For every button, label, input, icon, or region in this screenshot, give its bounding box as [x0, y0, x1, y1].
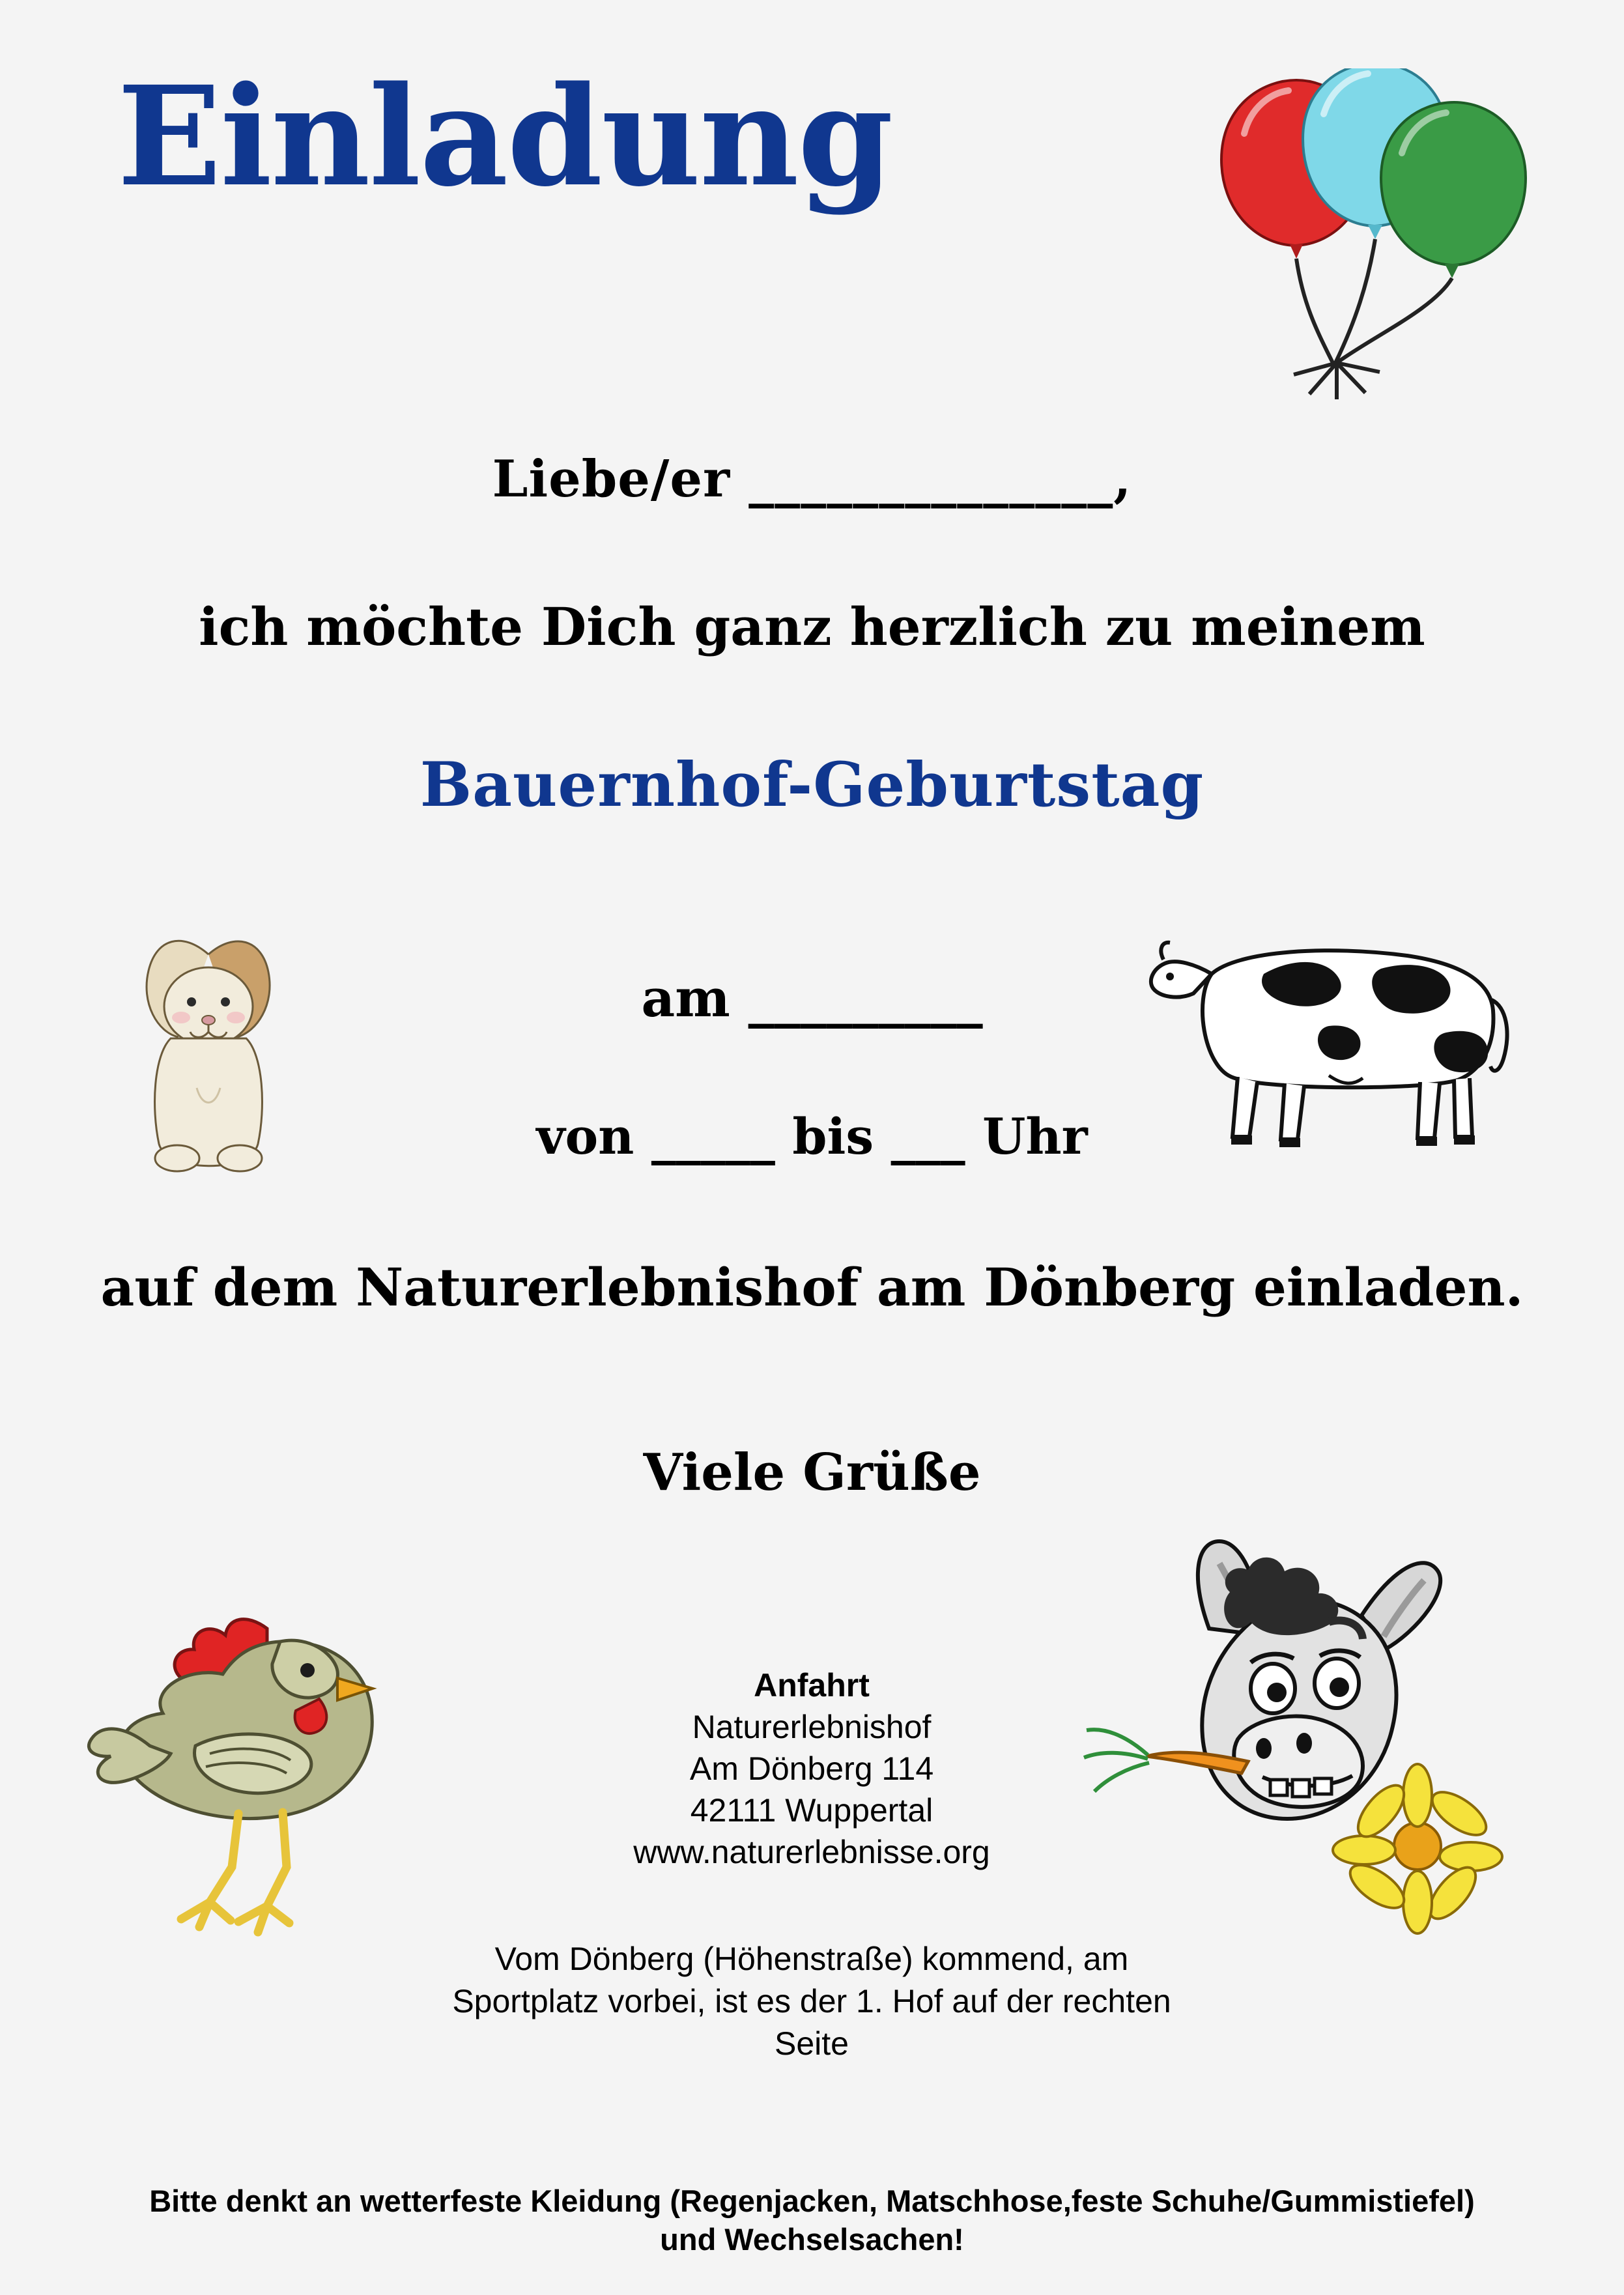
intro-line: ich möchte Dich ganz herzlich zu meinem [199, 596, 1425, 657]
directions-street: Am Dönberg 114 [689, 1750, 934, 1787]
place-line: auf dem Naturerlebnishof am Dönberg einladen. [100, 1257, 1524, 1318]
balloons-illustration [1173, 68, 1537, 407]
page-title: Einladung [117, 56, 892, 217]
directions-heading: Anfahrt [754, 1667, 870, 1703]
cow-illustration [1133, 896, 1518, 1169]
route-description [421, 1938, 1203, 2065]
footer-line-1: Bitte denkt an wetterfeste Kleidung (Regenjacken, Matschhose,feste Schuhe/Gummistiefel) [149, 2184, 1475, 2218]
footer-line-2: und Wechselsachen! [660, 2221, 964, 2257]
directions-city: 42111 Wuppertal [690, 1792, 933, 1829]
time-line: von _____ bis ___ Uhr [536, 1107, 1088, 1165]
greeting-line: Liebe/er ______________, [492, 449, 1132, 509]
directions-website[interactable]: www.naturerlebnisse.org [633, 1834, 990, 1870]
route-line-2: am Sportplatz vorbei, ist es der 1. [452, 1941, 1129, 2019]
directions-name: Naturerlebnishof [692, 1709, 932, 1745]
footer-note [78, 2182, 1546, 2259]
date-line: am _________ [641, 967, 983, 1029]
directions-block [421, 1664, 1203, 1873]
event-title: Bauernhof-Geburtstag [420, 749, 1204, 821]
route-line-3: Hof auf der rechten Seite [775, 1983, 1171, 2062]
rabbit-illustration [111, 892, 306, 1199]
route-line-1: Vom Dönberg (Höhenstraße) kommend, [494, 1941, 1074, 1977]
closing-line: Viele Grüße [643, 1443, 981, 1502]
chicken-illustration [72, 1550, 476, 1954]
